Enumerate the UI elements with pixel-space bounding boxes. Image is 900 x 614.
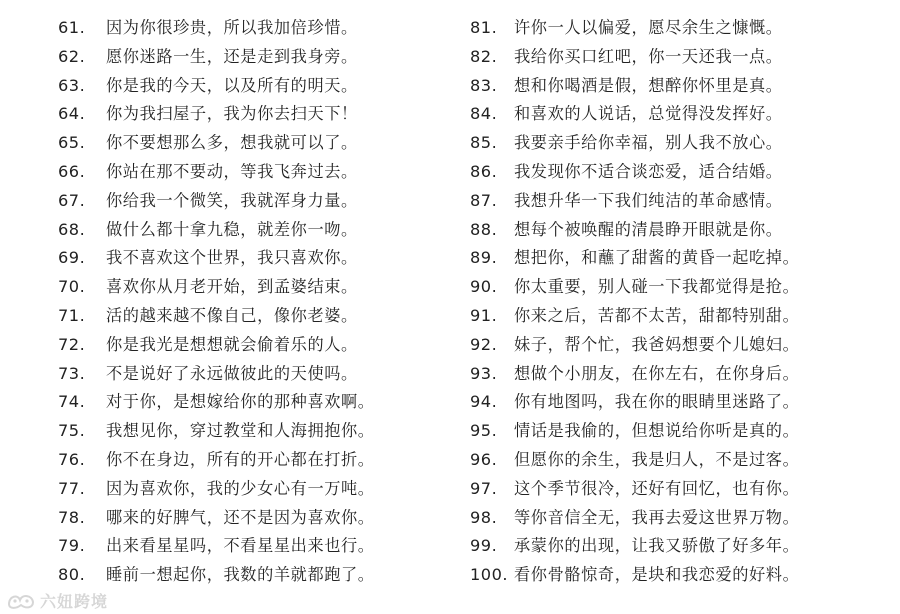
item-text: 做什么都十拿九稳，就差你一吻。 [106, 219, 358, 239]
item-number: 61. [58, 18, 86, 37]
list-item [470, 72, 895, 101]
list-item [470, 446, 895, 475]
item-number: 95. [470, 421, 498, 441]
item-number: 85. [470, 133, 498, 153]
item-text: 情话是我偷的，但想说给你听是真的。 [514, 421, 800, 441]
list-item [58, 187, 458, 216]
list-item [58, 475, 458, 504]
item-text: 你不在身边，所有的开心都在打折。 [106, 449, 375, 469]
item-text: 我给你买口红吧，你一天还我一点。 [514, 46, 783, 66]
list-item [470, 216, 895, 245]
item-number: 68. [58, 219, 86, 239]
item-text: 但愿你的余生，我是归人，不是过客。 [514, 449, 800, 469]
list-item [58, 331, 458, 360]
item-number: 75. [58, 421, 86, 441]
item-text: 你站在那不要动，等我飞奔过去。 [106, 161, 358, 181]
item-number: 63. [58, 75, 86, 95]
list-item [58, 158, 458, 187]
item-number: 99. [470, 536, 498, 556]
item-text: 出来看星星吗，不看星星出来也行。 [106, 536, 375, 556]
item-text: 许你一人以偏爱，愿尽余生之慷慨。 [514, 18, 783, 37]
list-item [470, 331, 895, 360]
item-text: 想把你，和蘸了甜酱的黄昏一起吃掉。 [514, 248, 800, 268]
item-text: 我想升华一下我们纯洁的革命感情。 [514, 190, 783, 210]
item-number: 87. [470, 190, 498, 210]
right-column [470, 14, 895, 590]
item-number: 81. [470, 18, 498, 37]
list-item [470, 129, 895, 158]
item-number: 71. [58, 305, 86, 325]
list-item [470, 244, 895, 273]
item-number: 79. [58, 536, 86, 556]
list-item [470, 504, 895, 533]
item-number: 77. [58, 478, 86, 498]
item-number: 96. [470, 449, 498, 469]
item-text: 我要亲手给你幸福，别人我不放心。 [514, 133, 783, 153]
item-text: 你为我扫屋子，我为你去扫天下！ [106, 104, 358, 124]
item-number: 76. [58, 449, 86, 469]
item-number: 62. [58, 46, 86, 66]
left-column [58, 14, 458, 590]
list-item [470, 273, 895, 302]
list-item [470, 100, 895, 129]
item-text: 妹子，帮个忙，我爸妈想要个儿媳妇。 [514, 334, 800, 354]
item-text: 承蒙你的出现，让我又骄傲了好多年。 [514, 536, 800, 556]
list-item [470, 14, 895, 43]
item-text: 你是我光是想想就会偷着乐的人。 [106, 334, 358, 354]
list-item [58, 129, 458, 158]
item-text: 这个季节很冷，还好有回忆，也有你。 [514, 478, 800, 498]
list-item [58, 43, 458, 72]
item-text: 看你骨骼惊奇，是块和我恋爱的好料。 [514, 565, 800, 585]
list-item [470, 417, 895, 446]
list-item [470, 187, 895, 216]
item-text: 活的越来越不像自己，像你老婆。 [106, 305, 358, 325]
item-text: 想做个小朋友，在你左右，在你身后。 [514, 363, 800, 383]
item-text: 我发现你不适合谈恋爱，适合结婚。 [514, 161, 783, 181]
item-number: 98. [470, 507, 498, 527]
list-item [58, 14, 458, 43]
list-item [58, 273, 458, 302]
item-text: 因为你很珍贵，所以我加倍珍惜。 [106, 18, 358, 37]
item-text: 和喜欢的人说话，总觉得没发挥好。 [514, 104, 783, 124]
watermark [6, 589, 108, 612]
item-number: 94. [470, 392, 498, 412]
item-number: 70. [58, 277, 86, 297]
item-number: 100. [470, 565, 509, 585]
item-text: 你太重要，别人碰一下我都觉得是抢。 [514, 277, 800, 297]
item-text: 喜欢你从月老开始，到孟婆结束。 [106, 277, 358, 297]
item-text: 你是我的今天，以及所有的明天。 [106, 75, 358, 95]
item-text: 等你音信全无，我再去爱这世界万物。 [514, 507, 800, 527]
item-number: 65. [58, 133, 86, 153]
watermark-text: 六妞跨境 [40, 592, 109, 611]
list-item [58, 216, 458, 245]
item-text: 我不喜欢这个世界，我只喜欢你。 [106, 248, 358, 268]
item-text: 你有地图吗，我在你的眼睛里迷路了。 [514, 392, 800, 412]
item-number: 88. [470, 219, 498, 239]
list-item [58, 100, 458, 129]
item-number: 93. [470, 363, 498, 383]
item-number: 91. [470, 305, 498, 325]
item-number: 92. [470, 334, 498, 354]
item-text: 你来之后，苦都不太苦，甜都特别甜。 [514, 305, 800, 325]
item-text: 我想见你，穿过教堂和人海拥抱你。 [106, 421, 375, 441]
list-item [470, 475, 895, 504]
list-item [470, 561, 895, 590]
item-number: 66. [58, 161, 86, 181]
item-number: 74. [58, 392, 86, 412]
list-item [470, 302, 895, 331]
list-item [470, 388, 895, 417]
item-number: 82. [470, 46, 498, 66]
list-item [470, 158, 895, 187]
list-item [58, 302, 458, 331]
item-number: 84. [470, 104, 498, 124]
item-number: 80. [58, 565, 86, 585]
item-number: 69. [58, 248, 86, 268]
item-text: 因为喜欢你，我的少女心有一万吨。 [106, 478, 375, 498]
item-number: 89. [470, 248, 498, 268]
list-item [470, 360, 895, 389]
list-item [58, 561, 458, 590]
item-number: 72. [58, 334, 86, 354]
list-item [58, 244, 458, 273]
list-item [58, 532, 458, 561]
item-text: 想和你喝酒是假，想醉你怀里是真。 [514, 75, 783, 95]
item-number: 78. [58, 507, 86, 527]
list-item [58, 360, 458, 389]
list-item [470, 43, 895, 72]
item-number: 73. [58, 363, 86, 383]
item-text: 想每个被唤醒的清晨睁开眼就是你。 [514, 219, 783, 239]
list-item [58, 72, 458, 101]
item-number: 97. [470, 478, 498, 498]
item-text: 你给我一个微笑，我就浑身力量。 [106, 190, 358, 210]
item-text: 对于你，是想嫁给你的那种喜欢啊。 [106, 392, 375, 412]
item-number: 83. [470, 75, 498, 95]
item-text: 不是说好了永远做彼此的天使吗。 [106, 363, 358, 383]
list-item [58, 388, 458, 417]
list-item [58, 504, 458, 533]
list-item [58, 417, 458, 446]
item-number: 86. [470, 161, 498, 181]
item-number: 90. [470, 277, 498, 297]
item-number: 67. [58, 190, 86, 210]
item-text: 睡前一想起你，我数的羊就都跑了。 [106, 565, 375, 585]
item-text: 愿你迷路一生，还是走到我身旁。 [106, 46, 358, 66]
item-text: 你不要想那么多，想我就可以了。 [106, 133, 358, 153]
logo-icon [6, 590, 36, 612]
list-item [470, 532, 895, 561]
list-item [58, 446, 458, 475]
item-text: 哪来的好脾气，还不是因为喜欢你。 [106, 507, 375, 527]
item-number: 64. [58, 104, 86, 124]
